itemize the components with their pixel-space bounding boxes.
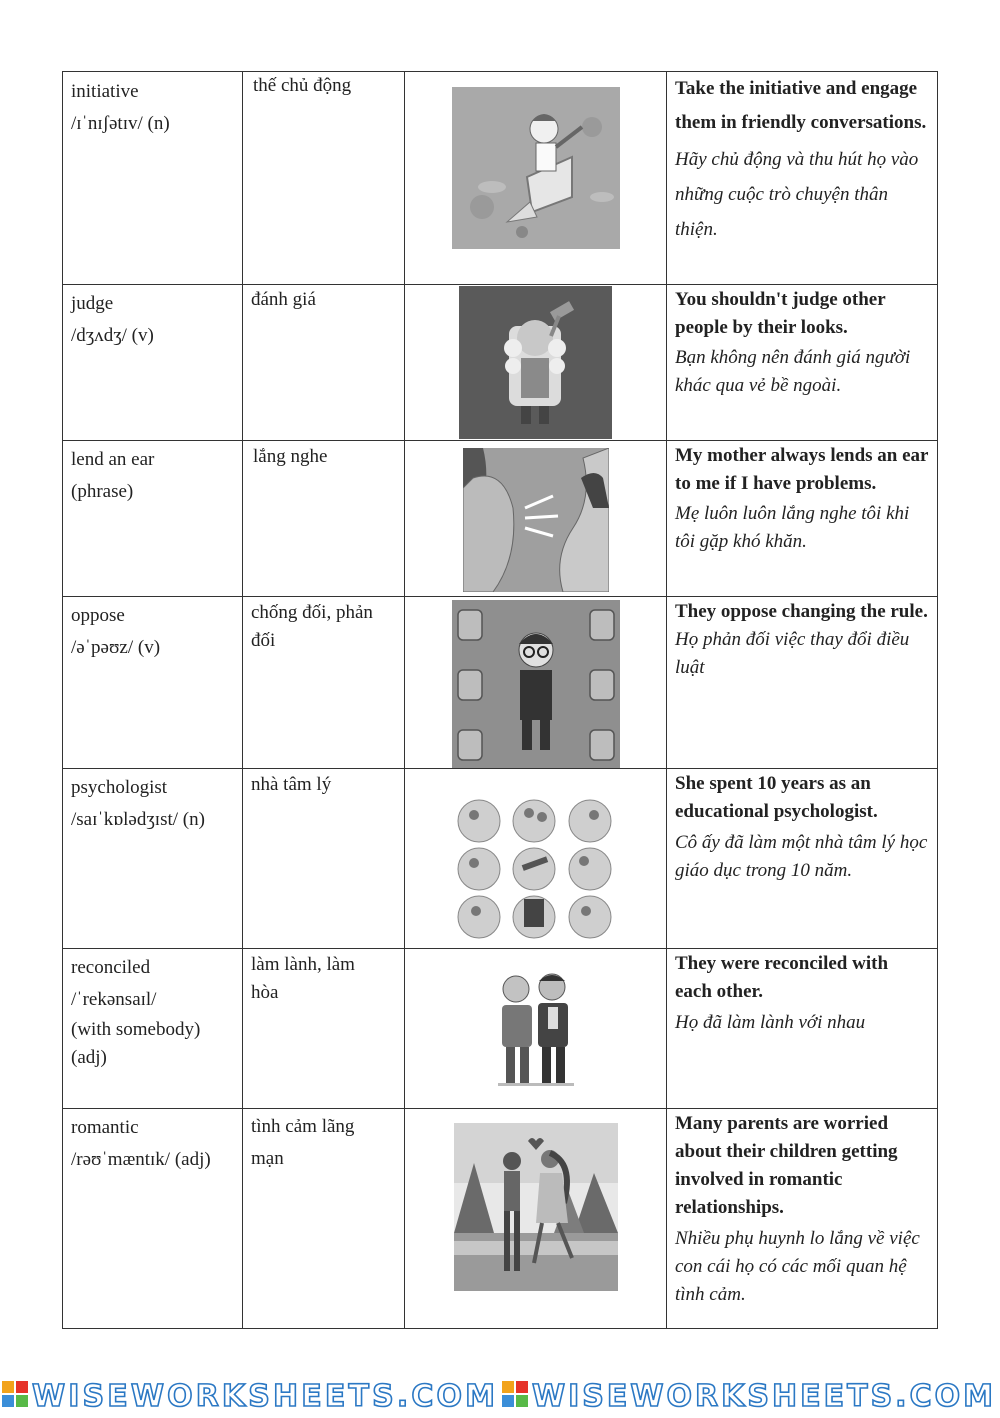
table-row: [63, 769, 938, 949]
judge-with-gavel-illustration: [459, 286, 612, 439]
meaning: nhà tâm lý: [251, 774, 332, 795]
word: initiative: [71, 81, 139, 102]
example-vietnamese: Họ đã làm lành với nhau: [675, 1012, 866, 1033]
meaning-cell: [243, 441, 405, 597]
word-cell: [63, 441, 243, 597]
whispering-ear-illustration: [463, 448, 609, 592]
table-row: [63, 441, 938, 597]
table-row: [63, 1109, 938, 1329]
example-text: [675, 598, 929, 682]
meaning: lắng nghe: [253, 446, 328, 467]
picture-cell: [405, 597, 667, 769]
word: lend an ear: [71, 449, 155, 470]
picture-cell: [405, 1109, 667, 1329]
therapy-sessions-illustration: [454, 799, 618, 939]
thumbs-down-man-illustration: [452, 600, 620, 768]
meaning-cell: [243, 72, 405, 285]
rocket-boy-illustration: [452, 87, 620, 249]
vocabulary-table: [62, 71, 938, 1329]
word-cell: [63, 72, 243, 285]
phonetic: /dʒʌdʒ/ (v): [71, 325, 154, 346]
meaning-cell: [243, 1109, 405, 1329]
table-row: [63, 949, 938, 1109]
watermark-text: WISEWORKSHEETS.COM: [532, 1379, 994, 1413]
word-cell: [63, 285, 243, 441]
example-english: They were reconciled with each other.: [675, 953, 889, 1002]
meaning-cell: [243, 597, 405, 769]
word-cell: [63, 769, 243, 949]
example-cell: [667, 949, 938, 1109]
example-vietnamese: Mẹ luôn luôn lắng nghe tôi khi tôi gặp khó khăn.: [675, 503, 910, 552]
table-row: [63, 597, 938, 769]
usage-note: (with somebody) (adj): [71, 1019, 201, 1068]
example-cell: [667, 769, 938, 949]
picture-cell: [405, 441, 667, 597]
meaning: tình cảm lãng mạn: [251, 1116, 355, 1169]
phonetic: /ɪˈnɪʃətɪv/ (n): [71, 113, 170, 134]
picture-cell: [405, 72, 667, 285]
meaning: làm lành, làm hòa: [251, 954, 355, 1003]
meaning-cell: [243, 769, 405, 949]
example-english: She spent 10 years as an educational psychologist.: [675, 773, 878, 822]
example-vietnamese: Họ phản đối việc thay đổi điều luật: [675, 629, 910, 678]
example-vietnamese: Bạn không nên đánh giá người khác qua vẻ bề ngoài.: [675, 347, 911, 396]
example-cell: [667, 72, 938, 285]
example-english: My mother always lends an ear to me if I have problems.: [675, 445, 929, 494]
picture-cell: [405, 285, 667, 441]
phonetic: /ˈrekənsaɪl/: [71, 989, 157, 1010]
phonetic: (phrase): [71, 481, 134, 502]
phonetic: /rəʊˈmæntɪk/ (adj): [71, 1149, 211, 1170]
example-english: You shouldn't judge other people by their looks.: [675, 289, 886, 338]
wise-logo-icon: [0, 1375, 1000, 1413]
meaning: chống đối, phản đối: [251, 602, 373, 651]
word-cell: [63, 949, 243, 1109]
watermark-text: WISEWORKSHEETS.COM: [32, 1379, 496, 1413]
romantic-couple-illustration: [454, 1123, 618, 1291]
example-english: Many parents are worried about their children getting involved in romantic relationships.: [675, 1113, 898, 1218]
word: oppose: [71, 605, 125, 626]
example-vietnamese: Cô ấy đã làm một nhà tâm lý học giáo dục trong 10 năm.: [675, 832, 928, 881]
example-cell: [667, 285, 938, 441]
phonetic: /əˈpəʊz/ (v): [71, 637, 161, 658]
word: judge: [71, 293, 114, 314]
table-row: [63, 285, 938, 441]
word-cell: [63, 597, 243, 769]
example-vietnamese: Nhiều phụ huynh lo lắng về việc con cái họ có các mối quan hệ tình cảm.: [675, 1228, 920, 1305]
word: romantic: [71, 1117, 139, 1138]
wise-logo-icon: [2, 1381, 28, 1407]
footer-watermark: [0, 1375, 1000, 1413]
example-cell: [667, 441, 938, 597]
two-men-reconciled-illustration: [496, 971, 576, 1091]
word: psychologist: [71, 777, 168, 798]
example-english: They oppose changing the rule.: [675, 601, 928, 622]
example-english: Take the initiative and engage them in friendly conversations.: [675, 78, 927, 133]
phonetic: /saɪˈkɒlədʒɪst/ (n): [71, 809, 205, 830]
table-row: [63, 72, 938, 285]
meaning: đánh giá: [251, 289, 316, 310]
meaning: thế chủ động: [253, 75, 352, 96]
meaning-cell: [243, 949, 405, 1109]
example-cell: [667, 1109, 938, 1329]
picture-cell: [405, 949, 667, 1109]
wise-logo-icon: [502, 1381, 528, 1407]
word-cell: [63, 1109, 243, 1329]
example-vietnamese: Hãy chủ động và thu hút họ vào những cuộc trò chuyện thân thiện.: [675, 149, 919, 240]
example-cell: [667, 597, 938, 769]
word: reconciled: [71, 957, 151, 978]
meaning-cell: [243, 285, 405, 441]
picture-cell: [405, 769, 667, 949]
